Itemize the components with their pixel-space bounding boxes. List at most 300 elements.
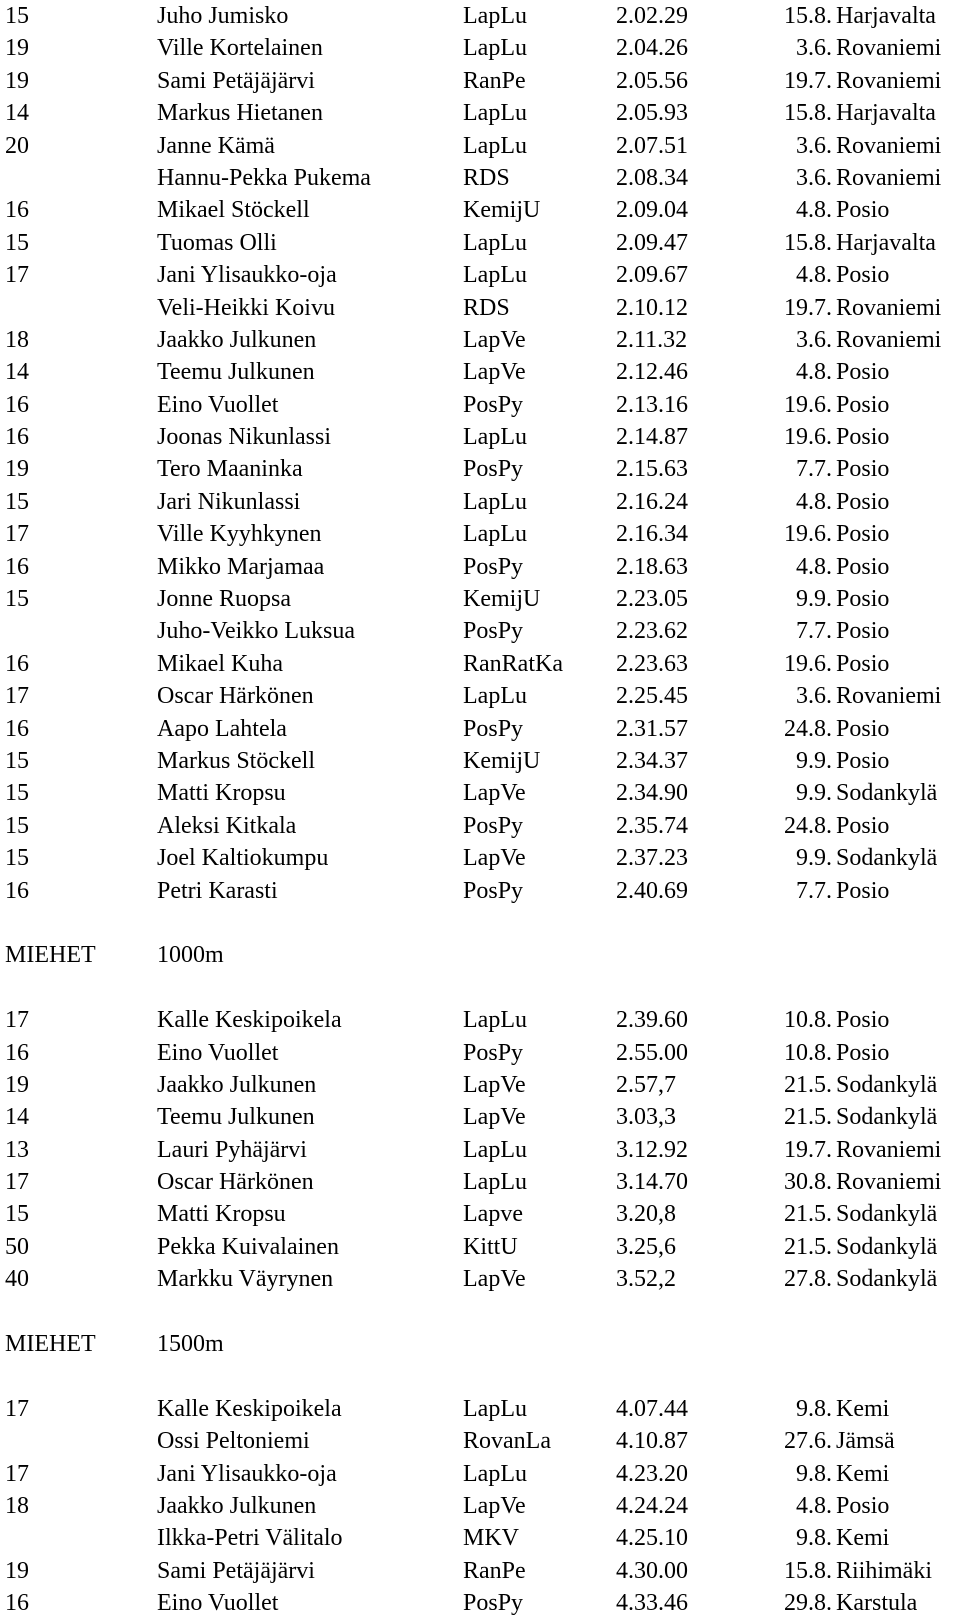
athlete-club: MKV [463, 1525, 520, 1552]
result-row [0, 777, 960, 809]
athlete-name: Aapo Lahtela [157, 715, 287, 742]
result-place: Rovaniemi [836, 326, 942, 353]
result-date: 9.8. [796, 1395, 832, 1422]
athlete-club: LapLu [463, 1136, 527, 1163]
result-time: 2.16.24 [616, 488, 688, 515]
result-date: 7.7. [796, 618, 832, 645]
athlete-name: Eino Vuollet [157, 391, 279, 418]
athlete-age: 17 [5, 1460, 29, 1487]
result-time: 2.40.69 [616, 877, 688, 904]
result-date: 19.7. [784, 1136, 832, 1163]
athlete-name: Joonas Nikunlassi [157, 424, 331, 451]
spacer-row [0, 972, 960, 1004]
result-time: 2.02.29 [616, 3, 688, 29]
result-time: 2.10.12 [616, 294, 688, 321]
result-row [0, 648, 960, 680]
athlete-club: LapVe [463, 780, 526, 807]
result-place: Posio [836, 197, 890, 224]
result-date: 27.8. [784, 1266, 832, 1293]
athlete-name: Petri Karasti [157, 877, 278, 904]
result-time: 2.23.62 [616, 618, 688, 645]
athlete-age: 13 [5, 1136, 29, 1163]
result-place: Posio [836, 391, 890, 418]
result-place: Sodankylä [836, 1071, 938, 1098]
athlete-club: KemijU [463, 747, 541, 774]
result-date: 9.8. [796, 1525, 832, 1552]
result-row [0, 583, 960, 615]
result-place: Posio [836, 715, 890, 742]
result-date: 19.7. [784, 294, 832, 321]
result-date: 7.7. [796, 456, 832, 483]
athlete-club: LapLu [463, 1460, 527, 1487]
result-date: 15.8. [784, 100, 832, 127]
result-row [0, 421, 960, 453]
result-place: Harjavalta [836, 100, 936, 127]
result-place: Rovaniemi [836, 164, 942, 191]
result-place: Riihimäki [836, 1557, 932, 1584]
athlete-name: Markus Stöckell [157, 747, 315, 774]
spacer-row [0, 1360, 960, 1392]
result-place: Posio [836, 521, 890, 548]
result-row [0, 227, 960, 259]
result-row [0, 1263, 960, 1295]
result-date: 27.6. [784, 1428, 832, 1455]
result-row [0, 1522, 960, 1554]
result-row [0, 1393, 960, 1425]
result-time: 2.09.67 [616, 262, 688, 289]
athlete-age: 17 [5, 1395, 29, 1422]
result-row [0, 162, 960, 194]
athlete-club: KemijU [463, 197, 541, 224]
athlete-club: LapLu [463, 521, 527, 548]
athlete-club: LapLu [463, 35, 527, 62]
athlete-age: 15 [5, 586, 29, 613]
result-row [0, 1587, 960, 1619]
result-place: Rovaniemi [836, 132, 942, 159]
result-time: 2.15.63 [616, 456, 688, 483]
athlete-age: 16 [5, 424, 29, 451]
athlete-club: PosPy [463, 1590, 524, 1617]
athlete-age: 19 [5, 67, 29, 94]
event-name: 1500m [157, 1331, 224, 1358]
result-row [0, 32, 960, 64]
athlete-club: LapVe [463, 1071, 526, 1098]
athlete-age: 17 [5, 262, 29, 289]
athlete-club: PosPy [463, 877, 524, 904]
athlete-club: RDS [463, 164, 510, 191]
result-place: Sodankylä [836, 780, 938, 807]
athlete-club: LapLu [463, 1007, 527, 1034]
athlete-name: Markus Hietanen [157, 100, 323, 127]
result-date: 19.6. [784, 521, 832, 548]
section-label: MIEHET [5, 942, 96, 969]
athlete-age: 17 [5, 521, 29, 548]
result-place: Posio [836, 586, 890, 613]
athlete-age: 19 [5, 35, 29, 62]
result-date: 21.5. [784, 1071, 832, 1098]
result-date: 21.5. [784, 1201, 832, 1228]
result-place: Rovaniemi [836, 294, 942, 321]
athlete-age: 40 [5, 1266, 29, 1293]
result-row [0, 1069, 960, 1101]
result-time: 2.34.37 [616, 747, 688, 774]
result-place: Sodankylä [836, 845, 938, 872]
result-time: 4.30.00 [616, 1557, 688, 1584]
athlete-age: 16 [5, 715, 29, 742]
athlete-club: LapLu [463, 1395, 527, 1422]
result-place: Karstula [836, 1590, 918, 1617]
athlete-club: LapLu [463, 3, 527, 29]
athlete-name: Ville Kortelainen [157, 35, 323, 62]
results-section [0, 1296, 960, 1620]
athlete-club: RanRatKa [463, 650, 563, 677]
athlete-age: 15 [5, 488, 29, 515]
result-date: 9.9. [796, 747, 832, 774]
result-date: 9.9. [796, 586, 832, 613]
result-date: 19.6. [784, 424, 832, 451]
result-date: 3.6. [796, 326, 832, 353]
athlete-name: Ville Kyyhkynen [157, 521, 322, 548]
result-date: 3.6. [796, 35, 832, 62]
athlete-age: 17 [5, 1169, 29, 1196]
athlete-age: 17 [5, 1007, 29, 1034]
result-date: 19.6. [784, 391, 832, 418]
athlete-club: LapVe [463, 1492, 526, 1519]
result-date: 9.8. [796, 1460, 832, 1487]
athlete-name: Markku Väyrynen [157, 1266, 334, 1293]
result-time: 4.25.10 [616, 1525, 688, 1552]
athlete-name: Oscar Härkönen [157, 683, 314, 710]
result-place: Sodankylä [836, 1201, 938, 1228]
result-place: Rovaniemi [836, 683, 942, 710]
result-place: Kemi [836, 1395, 890, 1422]
result-time: 3.52,2 [616, 1266, 676, 1293]
section-header [0, 939, 960, 971]
athlete-name: Teemu Julkunen [157, 359, 315, 386]
result-date: 4.8. [796, 197, 832, 224]
athlete-age: 19 [5, 456, 29, 483]
athlete-name: Oscar Härkönen [157, 1169, 314, 1196]
athlete-name: Jani Ylisaukko-oja [157, 262, 337, 289]
result-row [0, 713, 960, 745]
athlete-club: LapLu [463, 424, 527, 451]
section-label: MIEHET [5, 1331, 96, 1358]
result-row [0, 615, 960, 647]
athlete-age: 15 [5, 3, 29, 29]
athlete-name: Matti Kropsu [157, 780, 286, 807]
result-time: 4.10.87 [616, 1428, 688, 1455]
result-row [0, 389, 960, 421]
athlete-name: Jaakko Julkunen [157, 1071, 317, 1098]
event-name: 1000m [157, 942, 224, 969]
result-place: Posio [836, 1039, 890, 1066]
athlete-club: RovanLa [463, 1428, 551, 1455]
result-time: 2.25.45 [616, 683, 688, 710]
result-date: 21.5. [784, 1104, 832, 1131]
result-date: 15.8. [784, 1557, 832, 1584]
result-row [0, 0, 960, 32]
athlete-club: RDS [463, 294, 510, 321]
athlete-club: PosPy [463, 618, 524, 645]
result-time: 4.07.44 [616, 1395, 688, 1422]
athlete-club: LapVe [463, 359, 526, 386]
result-row [0, 1004, 960, 1036]
athlete-name: Matti Kropsu [157, 1201, 286, 1228]
athlete-name: Kalle Keskipoikela [157, 1395, 342, 1422]
athlete-name: Eino Vuollet [157, 1039, 279, 1066]
athlete-age: 15 [5, 229, 29, 256]
result-place: Posio [836, 877, 890, 904]
athlete-name: Pekka Kuivalainen [157, 1233, 339, 1260]
athlete-name: Ossi Peltoniemi [157, 1428, 310, 1455]
athlete-name: Kalle Keskipoikela [157, 1007, 342, 1034]
result-date: 29.8. [784, 1590, 832, 1617]
section-header [0, 1328, 960, 1360]
athlete-age: 15 [5, 780, 29, 807]
athlete-age: 16 [5, 1590, 29, 1617]
result-time: 4.24.24 [616, 1492, 688, 1519]
athlete-club: PosPy [463, 553, 524, 580]
result-time: 2.07.51 [616, 132, 688, 159]
result-place: Harjavalta [836, 3, 936, 29]
result-date: 4.8. [796, 488, 832, 515]
result-place: Posio [836, 359, 890, 386]
result-row [0, 680, 960, 712]
result-date: 19.7. [784, 67, 832, 94]
result-time: 2.08.34 [616, 164, 688, 191]
result-place: Rovaniemi [836, 1136, 942, 1163]
athlete-club: LapLu [463, 488, 527, 515]
result-row [0, 842, 960, 874]
athlete-age: 14 [5, 1104, 29, 1131]
athlete-club: RanPe [463, 67, 526, 94]
result-row [0, 259, 960, 291]
result-time: 2.11.32 [616, 326, 688, 353]
athlete-club: LapVe [463, 326, 526, 353]
result-date: 15.8. [784, 3, 832, 29]
athlete-age: 16 [5, 650, 29, 677]
athlete-name: Veli-Heikki Koivu [157, 294, 335, 321]
athlete-name: Joel Kaltiokumpu [157, 845, 329, 872]
athlete-club: LapLu [463, 229, 527, 256]
result-row [0, 810, 960, 842]
result-place: Rovaniemi [836, 35, 942, 62]
result-place: Kemi [836, 1460, 890, 1487]
result-date: 24.8. [784, 715, 832, 742]
result-place: Posio [836, 553, 890, 580]
athlete-name: Jani Ylisaukko-oja [157, 1460, 337, 1487]
athlete-name: Mikael Stöckell [157, 197, 310, 224]
athlete-name: Eino Vuollet [157, 1590, 279, 1617]
result-row [0, 130, 960, 162]
result-place: Rovaniemi [836, 1169, 942, 1196]
athlete-club: PosPy [463, 812, 524, 839]
athlete-age: 16 [5, 1039, 29, 1066]
result-time: 2.34.90 [616, 780, 688, 807]
result-row [0, 1134, 960, 1166]
spacer-row [0, 1296, 960, 1328]
result-row [0, 1425, 960, 1457]
result-time: 2.14.87 [616, 424, 688, 451]
result-date: 3.6. [796, 132, 832, 159]
result-place: Posio [836, 650, 890, 677]
result-time: 2.12.46 [616, 359, 688, 386]
result-place: Posio [836, 1492, 890, 1519]
result-place: Posio [836, 456, 890, 483]
athlete-name: Hannu-Pekka Pukema [157, 164, 371, 191]
athlete-club: PosPy [463, 456, 524, 483]
athlete-club: LapVe [463, 1266, 526, 1293]
result-time: 2.39.60 [616, 1007, 688, 1034]
result-row [0, 486, 960, 518]
result-time: 2.57,7 [616, 1071, 676, 1098]
athlete-age: 14 [5, 100, 29, 127]
result-row [0, 518, 960, 550]
result-time: 2.37.23 [616, 845, 688, 872]
result-row [0, 324, 960, 356]
result-row [0, 1458, 960, 1490]
athlete-age: 16 [5, 877, 29, 904]
athlete-name: Juho Jumisko [157, 3, 289, 29]
athlete-name: Tero Maaninka [157, 456, 303, 483]
result-place: Posio [836, 424, 890, 451]
result-row [0, 875, 960, 907]
result-date: 4.8. [796, 359, 832, 386]
result-date: 19.6. [784, 650, 832, 677]
athlete-club: LapVe [463, 1104, 526, 1131]
athlete-age: 15 [5, 1201, 29, 1228]
results-section [0, 907, 960, 1296]
athlete-age: 18 [5, 326, 29, 353]
result-time: 2.05.56 [616, 67, 688, 94]
result-place: Posio [836, 747, 890, 774]
athlete-age: 16 [5, 197, 29, 224]
athlete-club: LapLu [463, 100, 527, 127]
athlete-age: 15 [5, 812, 29, 839]
result-row [0, 1101, 960, 1133]
athlete-name: Jonne Ruopsa [157, 586, 291, 613]
result-row [0, 1555, 960, 1587]
athlete-age: 19 [5, 1557, 29, 1584]
result-date: 9.9. [796, 845, 832, 872]
result-time: 4.23.20 [616, 1460, 688, 1487]
result-place: Harjavalta [836, 229, 936, 256]
result-time: 2.23.05 [616, 586, 688, 613]
athlete-name: Jaakko Julkunen [157, 1492, 317, 1519]
result-row [0, 551, 960, 583]
result-time: 2.31.57 [616, 715, 688, 742]
athlete-club: LapLu [463, 1169, 527, 1196]
athlete-club: RanPe [463, 1557, 526, 1584]
athlete-club: LapLu [463, 262, 527, 289]
athlete-club: Lapve [463, 1201, 523, 1228]
result-time: 3.14.70 [616, 1169, 688, 1196]
result-row [0, 356, 960, 388]
result-place: Posio [836, 618, 890, 645]
athlete-age: 20 [5, 132, 29, 159]
result-row [0, 1198, 960, 1230]
athlete-name: Sami Petäjäjärvi [157, 1557, 315, 1584]
result-time: 2.05.93 [616, 100, 688, 127]
result-date: 30.8. [784, 1169, 832, 1196]
result-date: 10.8. [784, 1007, 832, 1034]
result-row [0, 292, 960, 324]
athlete-name: Tuomas Olli [157, 229, 277, 256]
athlete-name: Mikko Marjamaa [157, 553, 325, 580]
result-row [0, 1490, 960, 1522]
result-row [0, 1166, 960, 1198]
athlete-age: 50 [5, 1233, 29, 1260]
result-time: 2.55.00 [616, 1039, 688, 1066]
athlete-club: KemijU [463, 586, 541, 613]
result-time: 2.23.63 [616, 650, 688, 677]
result-date: 4.8. [796, 553, 832, 580]
result-place: Rovaniemi [836, 67, 942, 94]
athlete-age: 15 [5, 747, 29, 774]
athlete-name: Lauri Pyhäjärvi [157, 1136, 307, 1163]
athlete-club: LapLu [463, 683, 527, 710]
athlete-name: Aleksi Kitkala [157, 812, 297, 839]
athlete-age: 18 [5, 1492, 29, 1519]
athlete-name: Juho-Veikko Luksua [157, 618, 355, 645]
athlete-club: PosPy [463, 1039, 524, 1066]
result-row [0, 1231, 960, 1263]
athlete-age: 16 [5, 391, 29, 418]
result-row [0, 65, 960, 97]
result-date: 24.8. [784, 812, 832, 839]
result-time: 2.09.47 [616, 229, 688, 256]
result-row [0, 745, 960, 777]
result-row [0, 97, 960, 129]
athlete-name: Jari Nikunlassi [157, 488, 301, 515]
athlete-club: PosPy [463, 391, 524, 418]
result-place: Posio [836, 1007, 890, 1034]
athlete-name: Teemu Julkunen [157, 1104, 315, 1131]
result-date: 3.6. [796, 164, 832, 191]
result-time: 3.12.92 [616, 1136, 688, 1163]
result-time: 4.33.46 [616, 1590, 688, 1617]
athlete-age: 19 [5, 1071, 29, 1098]
result-date: 4.8. [796, 262, 832, 289]
spacer-row [0, 907, 960, 939]
result-time: 2.09.04 [616, 197, 688, 224]
result-place: Sodankylä [836, 1104, 938, 1131]
result-time: 3.20,8 [616, 1201, 676, 1228]
result-place: Sodankylä [836, 1233, 938, 1260]
athlete-name: Sami Petäjäjärvi [157, 67, 315, 94]
athlete-name: Ilkka-Petri Välitalo [157, 1525, 343, 1552]
result-time: 3.25,6 [616, 1233, 676, 1260]
athlete-name: Janne Kämä [157, 132, 275, 159]
result-date: 10.8. [784, 1039, 832, 1066]
result-row [0, 194, 960, 226]
result-place: Posio [836, 488, 890, 515]
result-place: Posio [836, 262, 890, 289]
result-time: 2.35.74 [616, 812, 688, 839]
athlete-name: Mikael Kuha [157, 650, 283, 677]
result-row [0, 453, 960, 485]
athlete-age: 15 [5, 845, 29, 872]
result-place: Jämsä [836, 1428, 895, 1455]
athlete-age: 14 [5, 359, 29, 386]
result-place: Sodankylä [836, 1266, 938, 1293]
result-time: 2.04.26 [616, 35, 688, 62]
athlete-club: KittU [463, 1233, 518, 1260]
result-date: 15.8. [784, 229, 832, 256]
result-date: 3.6. [796, 683, 832, 710]
result-date: 9.9. [796, 780, 832, 807]
athlete-name: Jaakko Julkunen [157, 326, 317, 353]
